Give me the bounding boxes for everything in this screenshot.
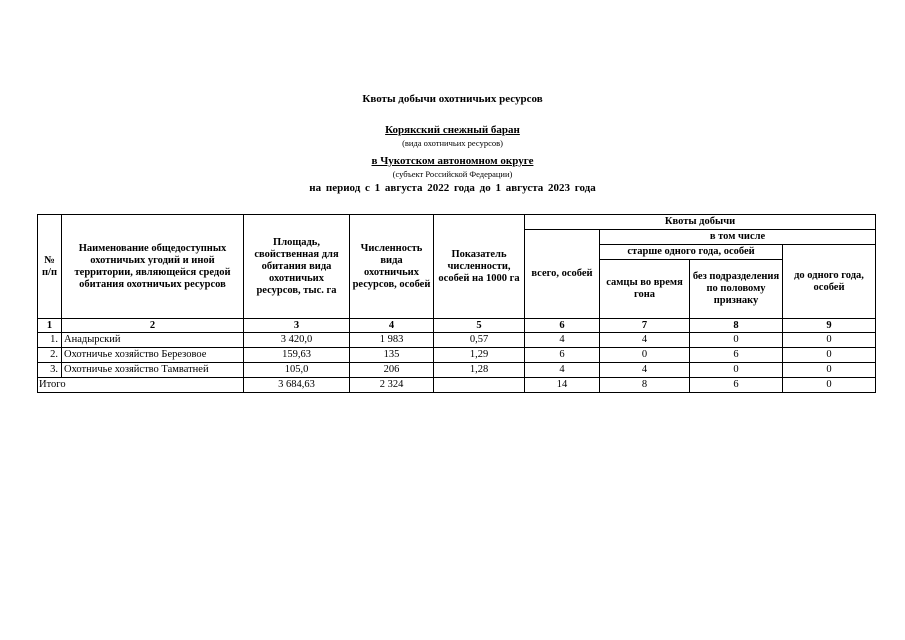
row-total: 4 xyxy=(525,333,600,348)
total-no-sex: 6 xyxy=(690,378,783,393)
col-number: 1 xyxy=(38,319,62,333)
header-under-one: до одного года, особей xyxy=(783,245,876,319)
header-males: самцы во время гона xyxy=(600,260,690,319)
row-population: 206 xyxy=(350,363,434,378)
row-number: 3. xyxy=(38,363,62,378)
period-line: на период с 1 августа 2022 года до 1 августа 2023 года xyxy=(309,182,596,194)
document-title: Квоты добычи охотничьих ресурсов xyxy=(362,93,543,105)
row-number: 1. xyxy=(38,333,62,348)
total-males: 8 xyxy=(600,378,690,393)
header-name: Наименование общедоступных охотничьих угодий и иной территории, являющейся средой обитания охотничьих ресурсов xyxy=(62,215,244,319)
col-number: 5 xyxy=(434,319,525,333)
table-row xyxy=(38,348,876,363)
row-name: Анадырский xyxy=(62,333,244,348)
total-label: Итого xyxy=(38,378,244,393)
quota-table xyxy=(37,214,876,393)
species-name: Корякский снежный баран xyxy=(385,124,520,136)
header-density: Показатель численности, особей на 1000 га xyxy=(434,215,525,319)
col-number: 9 xyxy=(783,319,876,333)
row-area: 105,0 xyxy=(244,363,350,378)
row-density: 1,28 xyxy=(434,363,525,378)
total-area: 3 684,63 xyxy=(244,378,350,393)
col-number: 6 xyxy=(525,319,600,333)
row-no-sex: 0 xyxy=(690,333,783,348)
row-males: 0 xyxy=(600,348,690,363)
row-total: 4 xyxy=(525,363,600,378)
col-number: 4 xyxy=(350,319,434,333)
row-area: 159,63 xyxy=(244,348,350,363)
col-number: 7 xyxy=(600,319,690,333)
row-number: 2. xyxy=(38,348,62,363)
col-number: 3 xyxy=(244,319,350,333)
total-density xyxy=(434,378,525,393)
region-name: в Чукотском автономном округе xyxy=(371,155,534,167)
header-older: старше одного года, особей xyxy=(600,245,783,260)
row-name: Охотничье хозяйство Тамватней xyxy=(62,363,244,378)
row-under-one: 0 xyxy=(783,363,876,378)
table-row xyxy=(38,363,876,378)
row-males: 4 xyxy=(600,363,690,378)
total-under-one: 0 xyxy=(783,378,876,393)
header-num: № п/п xyxy=(38,215,62,319)
total-population: 2 324 xyxy=(350,378,434,393)
row-no-sex: 0 xyxy=(690,363,783,378)
row-population: 135 xyxy=(350,348,434,363)
row-density: 0,57 xyxy=(434,333,525,348)
header-area: Площадь, свойственная для обитания вида охотничьих ресурсов, тыс. га xyxy=(244,215,350,319)
row-under-one: 0 xyxy=(783,333,876,348)
col-number: 8 xyxy=(690,319,783,333)
total-row xyxy=(38,378,876,393)
col-number: 2 xyxy=(62,319,244,333)
row-no-sex: 6 xyxy=(690,348,783,363)
header-no-sex: без подразделения по половому признаку xyxy=(690,260,783,319)
row-density: 1,29 xyxy=(434,348,525,363)
total-total: 14 xyxy=(525,378,600,393)
region-caption: (субъект Российской Федерации) xyxy=(392,169,513,179)
column-numbers-row xyxy=(38,319,876,333)
header-row-1 xyxy=(38,215,876,230)
header-total: всего, особей xyxy=(525,230,600,319)
row-area: 3 420,0 xyxy=(244,333,350,348)
row-name: Охотничье хозяйство Березовое xyxy=(62,348,244,363)
row-males: 4 xyxy=(600,333,690,348)
species-caption: (вида охотничьих ресурсов) xyxy=(402,138,503,148)
row-total: 6 xyxy=(525,348,600,363)
header-including: в том числе xyxy=(600,230,876,245)
table-row xyxy=(38,333,876,348)
header-quotas: Квоты добычи xyxy=(525,215,876,230)
header-population: Численность вида охотничьих ресурсов, особей xyxy=(350,215,434,319)
row-under-one: 0 xyxy=(783,348,876,363)
row-population: 1 983 xyxy=(350,333,434,348)
